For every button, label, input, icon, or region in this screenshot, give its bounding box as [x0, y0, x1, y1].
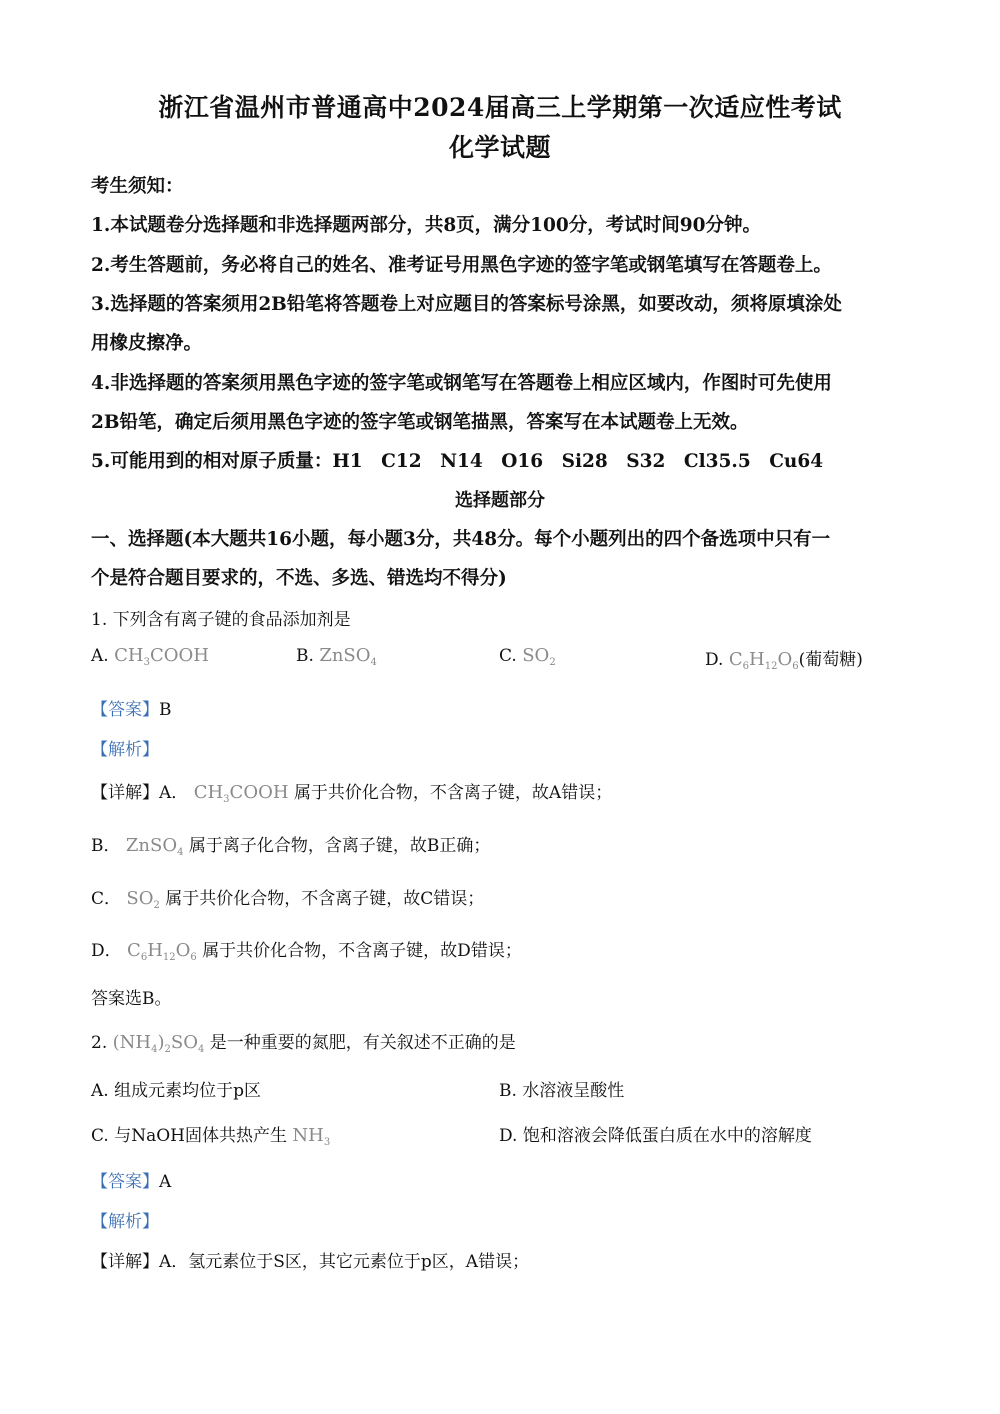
q2-stem	[91, 1028, 516, 1055]
notice-item-3: 3.选择题的答案须用2B铅笔将答题卷上对应题目的答案标号涂黑，如要改动，须将原填涂处	[91, 294, 842, 315]
section-title: 选择题部分	[455, 490, 545, 511]
option-text: C. 与NaOH固体共热产生	[91, 1126, 287, 1146]
chem-formula: $CH_3COOH$	[193, 782, 289, 805]
q1-detail-a	[91, 778, 612, 805]
chem-formula: $(NH_4)_2SO_4$	[112, 1032, 205, 1055]
exam-title: 浙江省温州市普通高中2024届高三上学期第一次适应性考试	[158, 93, 842, 122]
detail-text: 属于离子化合物，含离子键，故B正确；	[188, 836, 491, 856]
detail-prefix: B．	[91, 836, 121, 856]
stem-text: 是一种重要的氮肥，有关叙述不正确的是	[209, 1033, 516, 1053]
question-number: 2.	[91, 1033, 108, 1053]
q1-option-c	[499, 645, 556, 668]
notice-item-5: 5.可能用到的相对原子质量：H1 C12 N14 O16 Si28 S32 Cl35.5 Cu64	[91, 451, 824, 472]
q1-analysis-tag: 【解析】	[91, 740, 159, 760]
detail-text: A．氢元素位于S区，其它元素位于p区，A错误；	[159, 1252, 530, 1272]
option-label: C.	[499, 646, 517, 666]
detail-prefix: A．	[159, 783, 189, 803]
option-label: D.	[705, 650, 724, 670]
chem-formula: ZnSO$_4$	[319, 645, 377, 668]
notice-item-4: 4.非选择题的答案须用黑色字迹的签字笔或钢笔写在答题卷上相应区域内，作图时可先使用	[91, 373, 832, 394]
notice-item-2: 2.考生答题前，务必将自己的姓名、准考证号用黑色字迹的签字笔或钢笔填写在答题卷上。	[91, 255, 832, 276]
q1-detail-b	[91, 831, 490, 858]
detail-tag: 【详解】	[91, 783, 159, 803]
q1-option-b	[296, 645, 377, 668]
detail-text: 属于共价化合物，不含离子键，故C错误；	[165, 889, 485, 909]
notice-item-3-cont: 用橡皮擦净。	[91, 333, 203, 354]
chem-formula: ZnSO$_4$	[125, 835, 184, 858]
chem-formula: $C_6H_{12}O_6$	[127, 940, 197, 963]
chem-formula: $SO_2$	[522, 645, 556, 668]
q2-option-d: D. 饱和溶液会降低蛋白质在水中的溶解度	[499, 1126, 812, 1146]
chem-formula: $NH_3$	[292, 1125, 331, 1148]
q1-detail-d	[91, 936, 522, 963]
option-label: A.	[91, 646, 109, 666]
chem-formula: $C_6H_{12}O_6$	[728, 649, 799, 672]
q1-stem: 1. 下列含有离子键的食品添加剂是	[91, 610, 351, 630]
part1-instructions: 一、选择题(本大题共16小题，每小题3分，共48分。每个小题列出的四个备选项中只有一	[91, 529, 831, 550]
answer-value: B	[159, 700, 172, 720]
exam-subtitle: 化学试题	[448, 133, 551, 162]
q1-answer	[91, 695, 172, 720]
q1-detail-c	[91, 884, 484, 911]
detail-text: 属于共价化合物，不含离子键，故D错误；	[202, 941, 522, 961]
chem-formula: $CH_3COOH$	[114, 645, 209, 668]
detail-tag: 【详解】	[91, 1252, 159, 1272]
part1-instructions-cont: 个是符合题目要求的，不选、多选、错选均不得分)	[91, 568, 507, 589]
detail-prefix: D．	[91, 941, 122, 961]
notice-heading: 考生须知：	[91, 176, 184, 197]
notice-item-1: 1.本试题卷分选择题和非选择题两部分，共8页，满分100分，考试时间90分钟。	[91, 215, 762, 236]
detail-text: 属于共价化合物，不含离子键，故A错误；	[293, 783, 613, 803]
option-suffix: (葡萄糖)	[798, 650, 863, 670]
answer-tag: 【答案】	[91, 700, 159, 720]
q2-answer	[91, 1167, 171, 1192]
detail-prefix: C．	[91, 889, 122, 909]
q2-analysis-tag: 【解析】	[91, 1212, 159, 1232]
chem-formula: $SO_2$	[126, 888, 160, 911]
q2-option-a: A. 组成元素均位于p区	[91, 1081, 261, 1101]
notice-item-4-cont: 2B铅笔，确定后须用黑色字迹的签字笔或钢笔描黑，答案写在本试题卷上无效。	[91, 412, 749, 433]
q2-option-b: B. 水溶液呈酸性	[499, 1081, 625, 1101]
q1-option-a	[91, 645, 209, 668]
answer-tag: 【答案】	[91, 1172, 159, 1192]
q2-detail-a	[91, 1247, 529, 1272]
q2-option-c	[91, 1121, 330, 1148]
q1-option-d	[705, 645, 863, 672]
option-label: B.	[296, 646, 314, 666]
q1-conclusion: 答案选B。	[91, 989, 172, 1009]
answer-value: A	[159, 1172, 172, 1192]
